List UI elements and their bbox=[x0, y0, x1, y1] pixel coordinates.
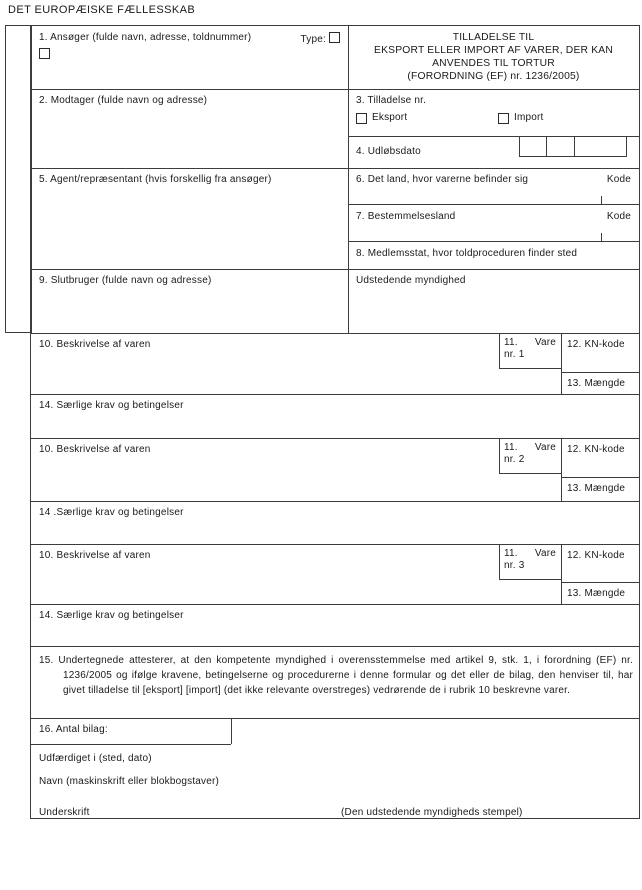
grid-line bbox=[561, 372, 639, 373]
grid-line bbox=[561, 477, 639, 478]
item2-quantity-label: 13. Mængde bbox=[567, 483, 626, 494]
grid-line bbox=[231, 718, 232, 744]
item2-description-label: 10. Beskrivelse af varen bbox=[39, 444, 151, 455]
type-field bbox=[301, 32, 340, 46]
applicant-cell bbox=[39, 32, 340, 46]
signature-label: Underskrift bbox=[39, 807, 90, 818]
item1-requirements-label: 14. Særlige krav og betingelser bbox=[39, 400, 184, 411]
import-checkbox[interactable] bbox=[498, 113, 509, 124]
attachments-label: 16. Antal bilag: bbox=[39, 724, 108, 735]
type-label: Type: bbox=[300, 34, 327, 45]
grid-line bbox=[31, 604, 639, 605]
expiry-date-label: 4. Udløbsdato bbox=[356, 146, 421, 157]
item2-word: Vare bbox=[534, 442, 556, 453]
grid-line bbox=[348, 241, 639, 242]
grid-line bbox=[546, 136, 547, 157]
form-title-line1: TILLADELSE TIL bbox=[452, 32, 535, 43]
grid-line bbox=[574, 136, 575, 157]
item1-no: 11. bbox=[504, 337, 518, 348]
country-goods-label: 6. Det land, hvor varerne befinder sig bbox=[356, 174, 529, 185]
page-title: DET EUROPÆISKE FÆLLESSKAB bbox=[8, 4, 196, 16]
item1-cn-label: 12. KN-kode bbox=[567, 339, 625, 350]
grid-line bbox=[499, 368, 561, 369]
stamp-label: (Den udstedende myndigheds stempel) bbox=[341, 807, 523, 818]
item3-no-line2: nr. 3 bbox=[504, 560, 525, 571]
grid-line bbox=[499, 579, 561, 580]
grid-line bbox=[31, 646, 639, 647]
applicant-checkbox[interactable] bbox=[39, 48, 50, 59]
code-tick bbox=[601, 233, 602, 241]
grid-line bbox=[561, 582, 639, 583]
grid-line bbox=[499, 473, 561, 474]
export-checkbox[interactable] bbox=[356, 113, 367, 124]
item2-number-cell bbox=[499, 438, 561, 466]
grid-line bbox=[348, 204, 639, 205]
certification-statement: 15. Undertegnede attesterer, at den kompetente myndighed i overensstemmelse med artikel 9, stk. 1, i forordning (EF) nr. 1236/2005 og ifølge kravene, betingelserne og procedurerne i denne formular og det eller de bilag, den henviser til, har givet tilladelse til [eksport] [import] (det ikke relevante overstreges) vedrørende de i rubrik 10 beskrevne varer. bbox=[39, 655, 633, 696]
consignee-label: 2. Modtager (fulde navn og adresse) bbox=[39, 95, 208, 106]
name-label: Navn (maskinskrift eller blokbogstaver) bbox=[39, 776, 220, 787]
item3-number-cell bbox=[499, 544, 561, 572]
grid-line bbox=[561, 333, 562, 394]
issued-at-label: Udfærdiget i (sted, dato) bbox=[39, 753, 152, 764]
item3-cn-label: 12. KN-kode bbox=[567, 550, 625, 561]
item3-description-label: 10. Beskrivelse af varen bbox=[39, 550, 151, 561]
item1-no-line2: nr. 1 bbox=[504, 349, 525, 360]
form-title-line2: EKSPORT ELLER IMPORT AF VARER, DER KAN bbox=[374, 45, 613, 56]
expiry-date-boxes[interactable] bbox=[519, 136, 627, 157]
item1-word: Vare bbox=[534, 337, 556, 348]
grid-line bbox=[31, 89, 639, 90]
item1-number-cell bbox=[499, 333, 561, 361]
code-tick bbox=[601, 196, 602, 204]
agent-label: 5. Agent/repræsentant (hvis forskellig fra ansøger) bbox=[39, 174, 272, 185]
form-title bbox=[348, 31, 639, 83]
item3-quantity-label: 13. Mængde bbox=[567, 588, 626, 599]
destination-code-label: Kode bbox=[606, 211, 631, 222]
item2-no: 11. bbox=[504, 442, 518, 453]
applicant-label: 1. Ansøger (fulde navn, adresse, toldnummer) bbox=[39, 32, 252, 43]
country-goods-code-label: Kode bbox=[606, 174, 631, 185]
export-label: Eksport bbox=[372, 112, 408, 123]
member-state-label: 8. Medlemsstat, hvor toldproceduren finder sted bbox=[356, 248, 578, 259]
grid-line bbox=[31, 168, 639, 169]
item2-cn-label: 12. KN-kode bbox=[567, 444, 625, 455]
grid-line bbox=[561, 438, 562, 501]
item1-description-label: 10. Beskrivelse af varen bbox=[39, 339, 151, 350]
grid-line bbox=[31, 744, 231, 745]
end-user-label: 9. Slutbruger (fulde navn og adresse) bbox=[39, 275, 212, 286]
authorisation-number-label: 3. Tilladelse nr. bbox=[356, 95, 427, 106]
item3-no: 11. bbox=[504, 548, 518, 559]
grid-line bbox=[31, 394, 639, 395]
grid-line bbox=[31, 269, 639, 270]
grid-line bbox=[31, 718, 639, 719]
item3-word: Vare bbox=[534, 548, 556, 559]
item2-requirements-label: 14 .Særlige krav og betingelser bbox=[39, 507, 184, 518]
import-label: Import bbox=[514, 112, 544, 123]
grid-line bbox=[31, 501, 639, 502]
form-title-line4: (FORORDNING (EF) nr. 1236/2005) bbox=[407, 71, 580, 82]
item2-no-line2: nr. 2 bbox=[504, 454, 525, 465]
form-title-line3: ANVENDES TIL TORTUR bbox=[432, 58, 555, 69]
grid-line bbox=[561, 544, 562, 604]
item3-requirements-label: 14. Særlige krav og betingelser bbox=[39, 610, 184, 621]
destination-label: 7. Bestemmelsesland bbox=[356, 211, 456, 222]
type-checkbox[interactable] bbox=[329, 32, 340, 43]
authorisation-form-table bbox=[30, 25, 640, 819]
left-margin-box bbox=[5, 25, 32, 333]
issuing-authority-label: Udstedende myndighed bbox=[356, 275, 466, 286]
item1-quantity-label: 13. Mængde bbox=[567, 378, 626, 389]
